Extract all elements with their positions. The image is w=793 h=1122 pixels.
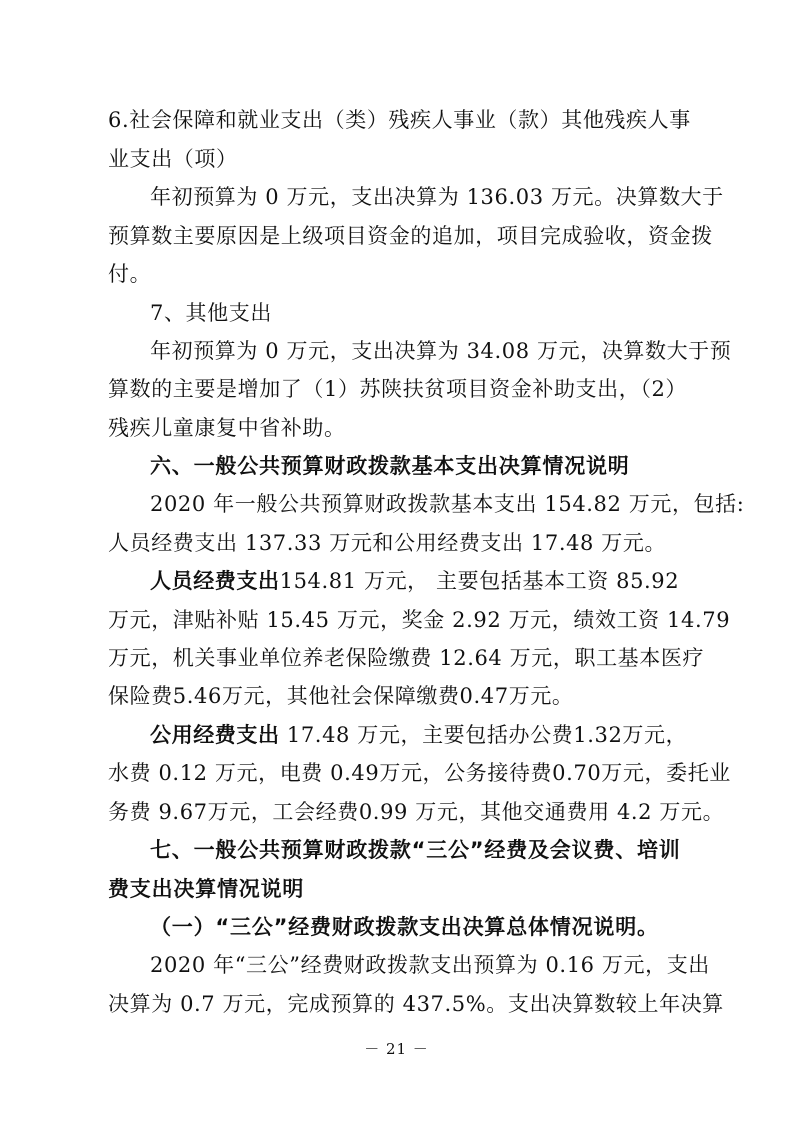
- personnel-expense-line-3: 万元，机关事业单位养老保险缴费 12.64 万元，职工基本医疗: [108, 646, 705, 670]
- personnel-expense-line-2: 万元，津贴补贴 15.45 万元，奖金 2.92 万元，绩效工资 14.79: [108, 608, 731, 632]
- item-6-title-line-1: 6.社会保障和就业支出（类）残疾人事业（款）其他残疾人事: [108, 108, 691, 132]
- section-6-heading: 六、一般公共预算财政拨款基本支出决算情况说明: [150, 454, 630, 478]
- page-number: － 21 －: [364, 1040, 429, 1058]
- item-7-title: 7、其他支出: [150, 301, 272, 325]
- section-7-heading-line-2: 费支出决算情况说明: [108, 877, 305, 901]
- section-6-body-line-1: 2020 年一般公共预算财政拨款基本支出 154.82 万元，包括:: [150, 492, 745, 516]
- item-7-body-line-3: 残疾儿童康复中省补助。: [108, 416, 346, 440]
- section-7-heading-line-1: 七、一般公共预算财政拨款“三公”经费及会议费、培训: [150, 838, 681, 862]
- item-7-body-line-2: 算数的主要是增加了（1）苏陕扶贫项目资金补助支出，（2）: [108, 377, 688, 401]
- personnel-expense-text: 154.81 万元， 主要包括基本工资 85.92: [279, 569, 680, 593]
- public-expense-line-3: 务费 9.67万元，工会经费0.99 万元，其他交通费用 4.2 万元。: [108, 800, 725, 824]
- subsection-1-body-line-2: 决算为 0.7 万元，完成预算的 437.5%。支出决算数较上年决算: [108, 992, 724, 1016]
- personnel-expense-line-1: [150, 568, 690, 594]
- public-expense-line-1: [150, 722, 690, 748]
- item-6-body-line-1: 年初预算为 0 万元，支出决算为 136.03 万元。决算数大于: [150, 185, 724, 209]
- public-expense-label: 公用经费支出: [150, 723, 280, 747]
- personnel-expense-line-4: 保险费5.46万元，其他社会保障缴费0.47万元。: [108, 684, 574, 708]
- subsection-1-heading: （一）“三公”经费财政拨款支出决算总体情况说明。: [150, 915, 659, 939]
- personnel-expense-label: 人员经费支出: [150, 569, 280, 593]
- public-expense-line-2: 水费 0.12 万元，电费 0.49万元，公务接待费0.70万元，委托业: [108, 761, 731, 785]
- item-7-body-line-1: 年初预算为 0 万元，支出决算为 34.08 万元，决算数大于预: [150, 339, 732, 363]
- item-6-body-line-2: 预算数主要原因是上级项目资金的追加，项目完成验收，资金拨: [108, 224, 713, 248]
- item-6-title-line-2: 业支出（项）: [108, 147, 238, 171]
- item-6-body-line-3: 付。: [108, 262, 152, 286]
- public-expense-text: 17.48 万元，主要包括办公费1.32万元，: [279, 723, 688, 747]
- subsection-1-body-line-1: 2020 年“三公”经费财政拨款支出预算为 0.16 万元，支出: [150, 953, 710, 977]
- section-6-body-line-2: 人员经费支出 137.33 万元和公用经费支出 17.48 万元。: [108, 531, 667, 555]
